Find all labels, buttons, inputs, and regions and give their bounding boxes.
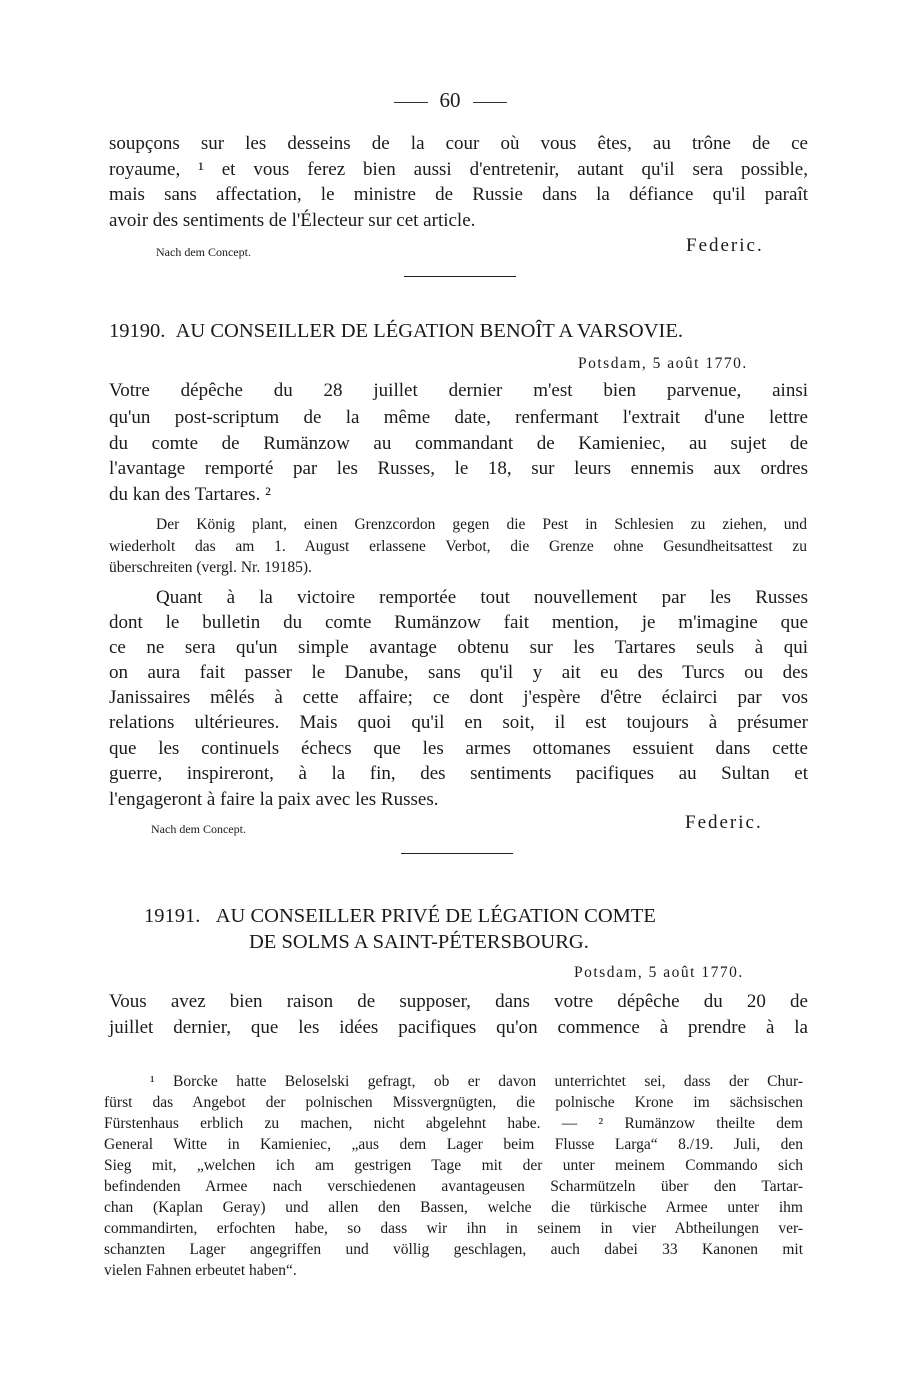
- paragraph-line: que les continuels échecs que les armes ottomanes essuient dans cette: [109, 738, 808, 759]
- signature: Federic.: [686, 235, 764, 256]
- paragraph-line: Vous avez bien raison de supposer, dans votre dépêche du 20 de: [109, 991, 808, 1012]
- separator-rule: [401, 853, 513, 854]
- paragraph-line: on aura fait passer le Danube, sans qu'il y ait eu des Turcs ou des: [109, 662, 808, 683]
- letter-title: AU CONSEILLER DE LÉGATION BENOÎT A VARSOVIE.: [175, 320, 683, 342]
- footnote-line: General Witte in Kamieniec, „aus dem Lager beim Flusse Larga“ 8./19. Juli, den: [104, 1136, 803, 1153]
- summary-line: wiederholt das am 1. August erlassene Verbot, die Grenze ohne Gesundheitsattest zu: [109, 538, 807, 555]
- paragraph-line: Janissaires mêlés à cette affaire; ce dont j'espère d'être éclairci par vos: [109, 687, 808, 708]
- paragraph-line: qu'un post-scriptum de la même date, renfermant l'extrait d'une lettre: [109, 407, 808, 428]
- letter-heading: [109, 320, 683, 343]
- dash-left: [394, 102, 428, 103]
- concept-note: Nach dem Concept.: [151, 822, 246, 836]
- separator-rule: [404, 276, 516, 277]
- intro-line: royaume, ¹ et vous ferez bien aussi d'entretenir, autant qu'il sera possible,: [109, 159, 808, 180]
- paragraph-line: du kan des Tartares. ²: [109, 484, 271, 505]
- paragraph-line: Votre dépêche du 28 juillet dernier m'est bien parvenue, ainsi: [109, 380, 808, 401]
- intro-line: avoir des sentiments de l'Électeur sur cet article.: [109, 210, 476, 231]
- paragraph-line: dont le bulletin du comte Rumänzow fait mention, je m'imagine que: [109, 612, 808, 633]
- intro-line: soupçons sur les desseins de la cour où vous êtes, au trône de ce: [109, 133, 808, 154]
- letter-number: 19191.: [144, 905, 201, 927]
- letter-date: Potsdam, 5 août 1770.: [578, 355, 748, 372]
- footnote-line: schanzten Lager angegriffen und völlig geschlagen, auch dabei 33 Kanonen mit: [104, 1241, 803, 1258]
- paragraph-line: l'engageront à faire la paix avec les Russes.: [109, 789, 439, 810]
- footnote-line: befindenden Armee nach verschiedenen avantageusen Scharmützeln über den Tartar-: [104, 1178, 803, 1195]
- dash-right: [473, 102, 507, 103]
- footnote-line: chan (Kaplan Geray) und allen den Bassen, welche die türkische Armee unter ihm: [104, 1199, 803, 1216]
- footnote-line: vielen Fahnen erbeutet haben“.: [104, 1262, 297, 1279]
- page-number: 60: [0, 88, 900, 113]
- concept-note: Nach dem Concept.: [156, 245, 251, 259]
- footnote-line: Sieg mit, „welchen ich am gestrigen Tage mit der unter meinem Commando sich: [104, 1157, 803, 1174]
- letter-date: Potsdam, 5 août 1770.: [574, 964, 744, 981]
- footnote-line: commandirten, erfochten habe, so dass wir ihn in seinem in vier Abtheilungen ver-: [104, 1220, 803, 1237]
- signature: Federic.: [685, 812, 763, 833]
- paragraph-line: ce ne sera qu'un simple avantage obtenu sur les Tartares seuls à qui: [109, 637, 808, 658]
- letter-title-line2: DE SOLMS A SAINT-PÉTERSBOURG.: [249, 931, 589, 953]
- letter-heading: [144, 905, 656, 928]
- footnote-line: ¹ Borcke hatte Beloselski gefragt, ob er davon unterrichtet sei, dass der Chur-: [150, 1073, 803, 1090]
- summary-line: überschreiten (vergl. Nr. 19185).: [109, 559, 312, 576]
- letter-number: 19190.: [109, 320, 166, 342]
- footnote-line: Fürstenhaus erblich zu machen, nicht abgelehnt habe. — ² Rumänzow theilte dem: [104, 1115, 803, 1132]
- summary-line: Der König plant, einen Grenzcordon gegen die Pest in Schlesien zu ziehen, und: [156, 516, 807, 533]
- paragraph-line: relations ultérieures. Mais quoi qu'il en soit, il est toujours à présumer: [109, 712, 808, 733]
- paragraph-line: juillet dernier, que les idées pacifiques qu'on commence à prendre à la: [109, 1017, 808, 1038]
- paragraph-line: Quant à la victoire remportée tout nouvellement par les Russes: [156, 587, 808, 608]
- footnote-line: fürst das Angebot der polnischen Missvergnügten, die polnische Krone im sächsischen: [104, 1094, 803, 1111]
- intro-line: mais sans affectation, le ministre de Russie dans la défiance qu'il paraît: [109, 184, 808, 205]
- letter-title-line1: AU CONSEILLER PRIVÉ DE LÉGATION COMTE: [215, 905, 656, 927]
- paragraph-line: guerre, inspireront, à la fin, des sentiments pacifiques au Sultan et: [109, 763, 808, 784]
- paragraph-line: l'avantage remporté par les Russes, le 18, sur leurs ennemis aux ordres: [109, 458, 808, 479]
- paragraph-line: du comte de Rumänzow au commandant de Kamieniec, au sujet de: [109, 433, 808, 454]
